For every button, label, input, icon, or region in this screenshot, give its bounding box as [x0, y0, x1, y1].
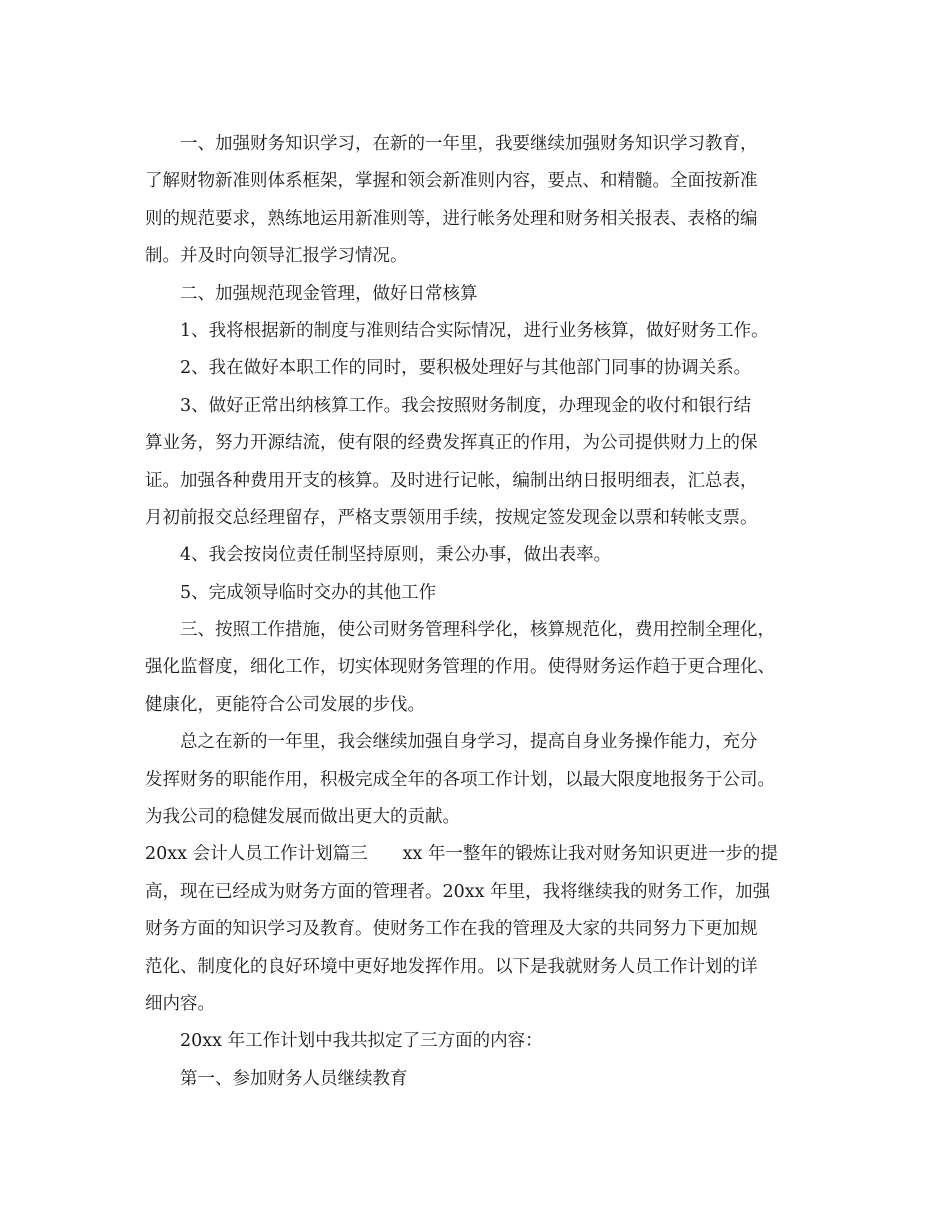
text-line: 20xx 年工作计划中我共拟定了三方面的内容： [180, 1031, 543, 1052]
text-line: 为我公司的稳健发展而做出更大的贡献。 [145, 807, 460, 828]
text-line: 财务方面的知识学习及教育。使财务工作在我的管理及大家的共同努力下更加规 [145, 919, 758, 940]
text-line: 三、按照工作措施，使公司财务管理科学化，核算规范化，费用控制全理化， [180, 620, 775, 641]
text-line: 4、我会按岗位责任制坚持原则，秉公办事，做出表率。 [180, 545, 612, 566]
text-line: 2、我在做好本职工作的同时，要积极处理好与其他部门同事的协调关系。 [180, 358, 752, 379]
text-line: 强化监督度，细化工作，切实体现财务管理的作用。使得财务运作趋于更合理化、 [145, 657, 775, 678]
text-line: 范化、制度化的良好环境中更好地发挥作用。以下是我就财务人员工作计划的详 [145, 956, 758, 977]
text-line: 则的规范要求，熟练地运用新准则等，进行帐务处理和财务相关报表、表格的编 [145, 208, 758, 229]
text-line: 1、我将根据新的制度与准则结合实际情况，进行业务核算，做好财务工作。 [180, 320, 769, 341]
document-body [145, 126, 815, 1098]
text-line: 证。加强各种费用开支的核算。及时进行记帐，编制出纳日报明细表，汇总表， [145, 470, 758, 491]
text-line: 二、加强规范现金管理，做好日常核算 [180, 283, 478, 304]
text-line: 算业务，努力开源结流，使有限的经费发挥真正的作用，为公司提供财力上的保 [145, 433, 758, 454]
text-line: 一、加强财务知识学习，在新的一年里，我要继续加强财务知识学习教育， [180, 134, 758, 154]
text-line: 制。并及时向领导汇报学习情况。 [145, 246, 408, 267]
text-line: 3、做好正常出纳核算工作。我会按照财务制度，办理现金的收付和银行结 [180, 395, 752, 416]
text-line: 健康化，更能符合公司发展的步伐。 [145, 694, 425, 715]
text-line: 发挥财务的职能作用，积极完成全年的各项工作计划，以最大限度地报务于公司。 [145, 769, 775, 790]
text-line: 第一、参加财务人员继续教育 [180, 1068, 408, 1089]
text-line: 月初前报交总经理留存，严格支票领用手续，按规定签发现金以票和转帐支票。 [145, 507, 758, 528]
section-heading-line: 20xx 会计人员工作计划篇三 xx 年一整年的锻炼让我对财务知识更进一步的提 [145, 844, 778, 865]
text-line: 了解财物新准则体系框架，掌握和领会新准则内容，要点、和精髓。全面按新准 [145, 171, 758, 192]
text-line: 高，现在已经成为财务方面的管理者。20xx 年里，我将继续我的财务工作，加强 [145, 881, 771, 902]
text-line: 总之在新的一年里，我会继续加强自身学习，提高自身业务操作能力，充分 [180, 732, 758, 753]
text-line: 细内容。 [145, 993, 215, 1014]
text-line: 5、完成领导临时交办的其他工作 [180, 582, 437, 603]
